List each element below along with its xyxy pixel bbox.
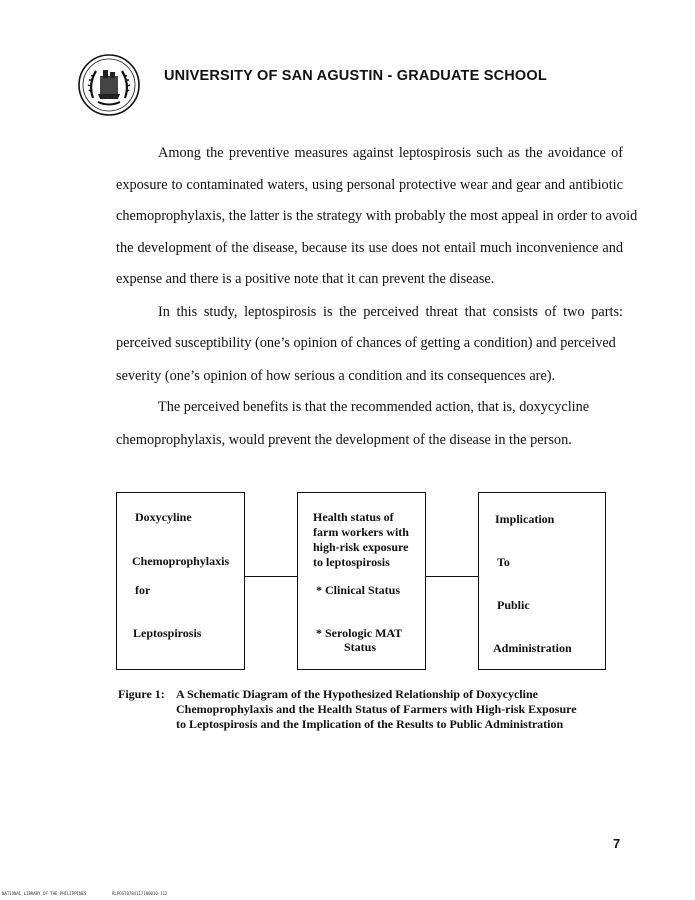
- box2-line1: Health status of: [313, 510, 394, 524]
- box2-line2: farm workers with: [313, 525, 409, 539]
- box3-label-public: Public: [497, 598, 530, 612]
- box1-label-doxycyline: Doxycyline: [135, 510, 192, 524]
- box2-clinical-status: * Clinical Status: [316, 583, 401, 597]
- box2-serologic-mat: * Serologic MAT: [316, 626, 403, 640]
- paragraph1-line3: chemoprophylaxis, the latter is the strategy with probably the most appeal in order to avoid: [116, 208, 638, 224]
- box3-label-implication: Implication: [495, 512, 555, 526]
- box1-label-chemoprophylaxis: Chemoprophylaxis: [132, 554, 230, 568]
- page-number: 7: [613, 836, 621, 851]
- paragraph1-line5: expense and there is a positive note that it can prevent the disease.: [116, 271, 495, 287]
- paragraph2-line3: severity (one’s opinion of how serious a condition and its consequences are).: [116, 368, 556, 384]
- figure-caption-line2: Chemoprophylaxis and the Health Status of Farmers with High-risk Exposure: [176, 702, 577, 716]
- box2-line3: high-risk exposure: [313, 540, 409, 554]
- paragraph1-line4: the development of the disease, because its use does not entail much inconvenience and: [116, 240, 623, 256]
- figure-caption-line3: to Leptospirosis and the Implication of the Results to Public Administration: [176, 717, 564, 731]
- box1-label-for: for: [135, 583, 151, 597]
- paragraph3-line1: The perceived benefits is that the recommended action, that is, doxycycline: [158, 399, 590, 415]
- paragraph2-line2: perceived susceptibility (one’s opinion of chances of getting a condition) and perceived: [116, 335, 616, 351]
- box1-label-leptospirosis: Leptospirosis: [133, 626, 202, 640]
- box2-line4: to leptospirosis: [313, 555, 390, 569]
- paragraph2-line1: In this study, leptospirosis is the perceived threat that consists of two parts:: [158, 304, 623, 320]
- box3-label-to: To: [497, 555, 510, 569]
- university-header: UNIVERSITY OF SAN AGUSTIN - GRADUATE SCHOOL: [164, 68, 547, 84]
- figure-caption-line1: A Schematic Diagram of the Hypothesized Relationship of Doxycycline: [176, 687, 538, 701]
- diagram-connector-left: [244, 576, 297, 577]
- box2-status: Status: [344, 640, 377, 654]
- figure-caption-label: Figure 1:: [118, 687, 165, 701]
- diagram-connector-right: [425, 576, 478, 577]
- footer-library: NATIONAL LIBRARY OF THE PHILIPPINES: [2, 891, 87, 896]
- box3-label-administration: Administration: [493, 641, 572, 655]
- paragraph1-line1: Among the preventive measures against leptospirosis such as the avoidance of: [158, 145, 623, 161]
- paragraph3-line2: chemoprophylaxis, would prevent the development of the disease in the person.: [116, 432, 572, 448]
- university-seal: [78, 54, 140, 116]
- footer-code: RLPOST0784117100010-112: [112, 891, 168, 896]
- paragraph1-line2: exposure to contaminated waters, using personal protective wear and gear and antibiotic: [116, 177, 623, 193]
